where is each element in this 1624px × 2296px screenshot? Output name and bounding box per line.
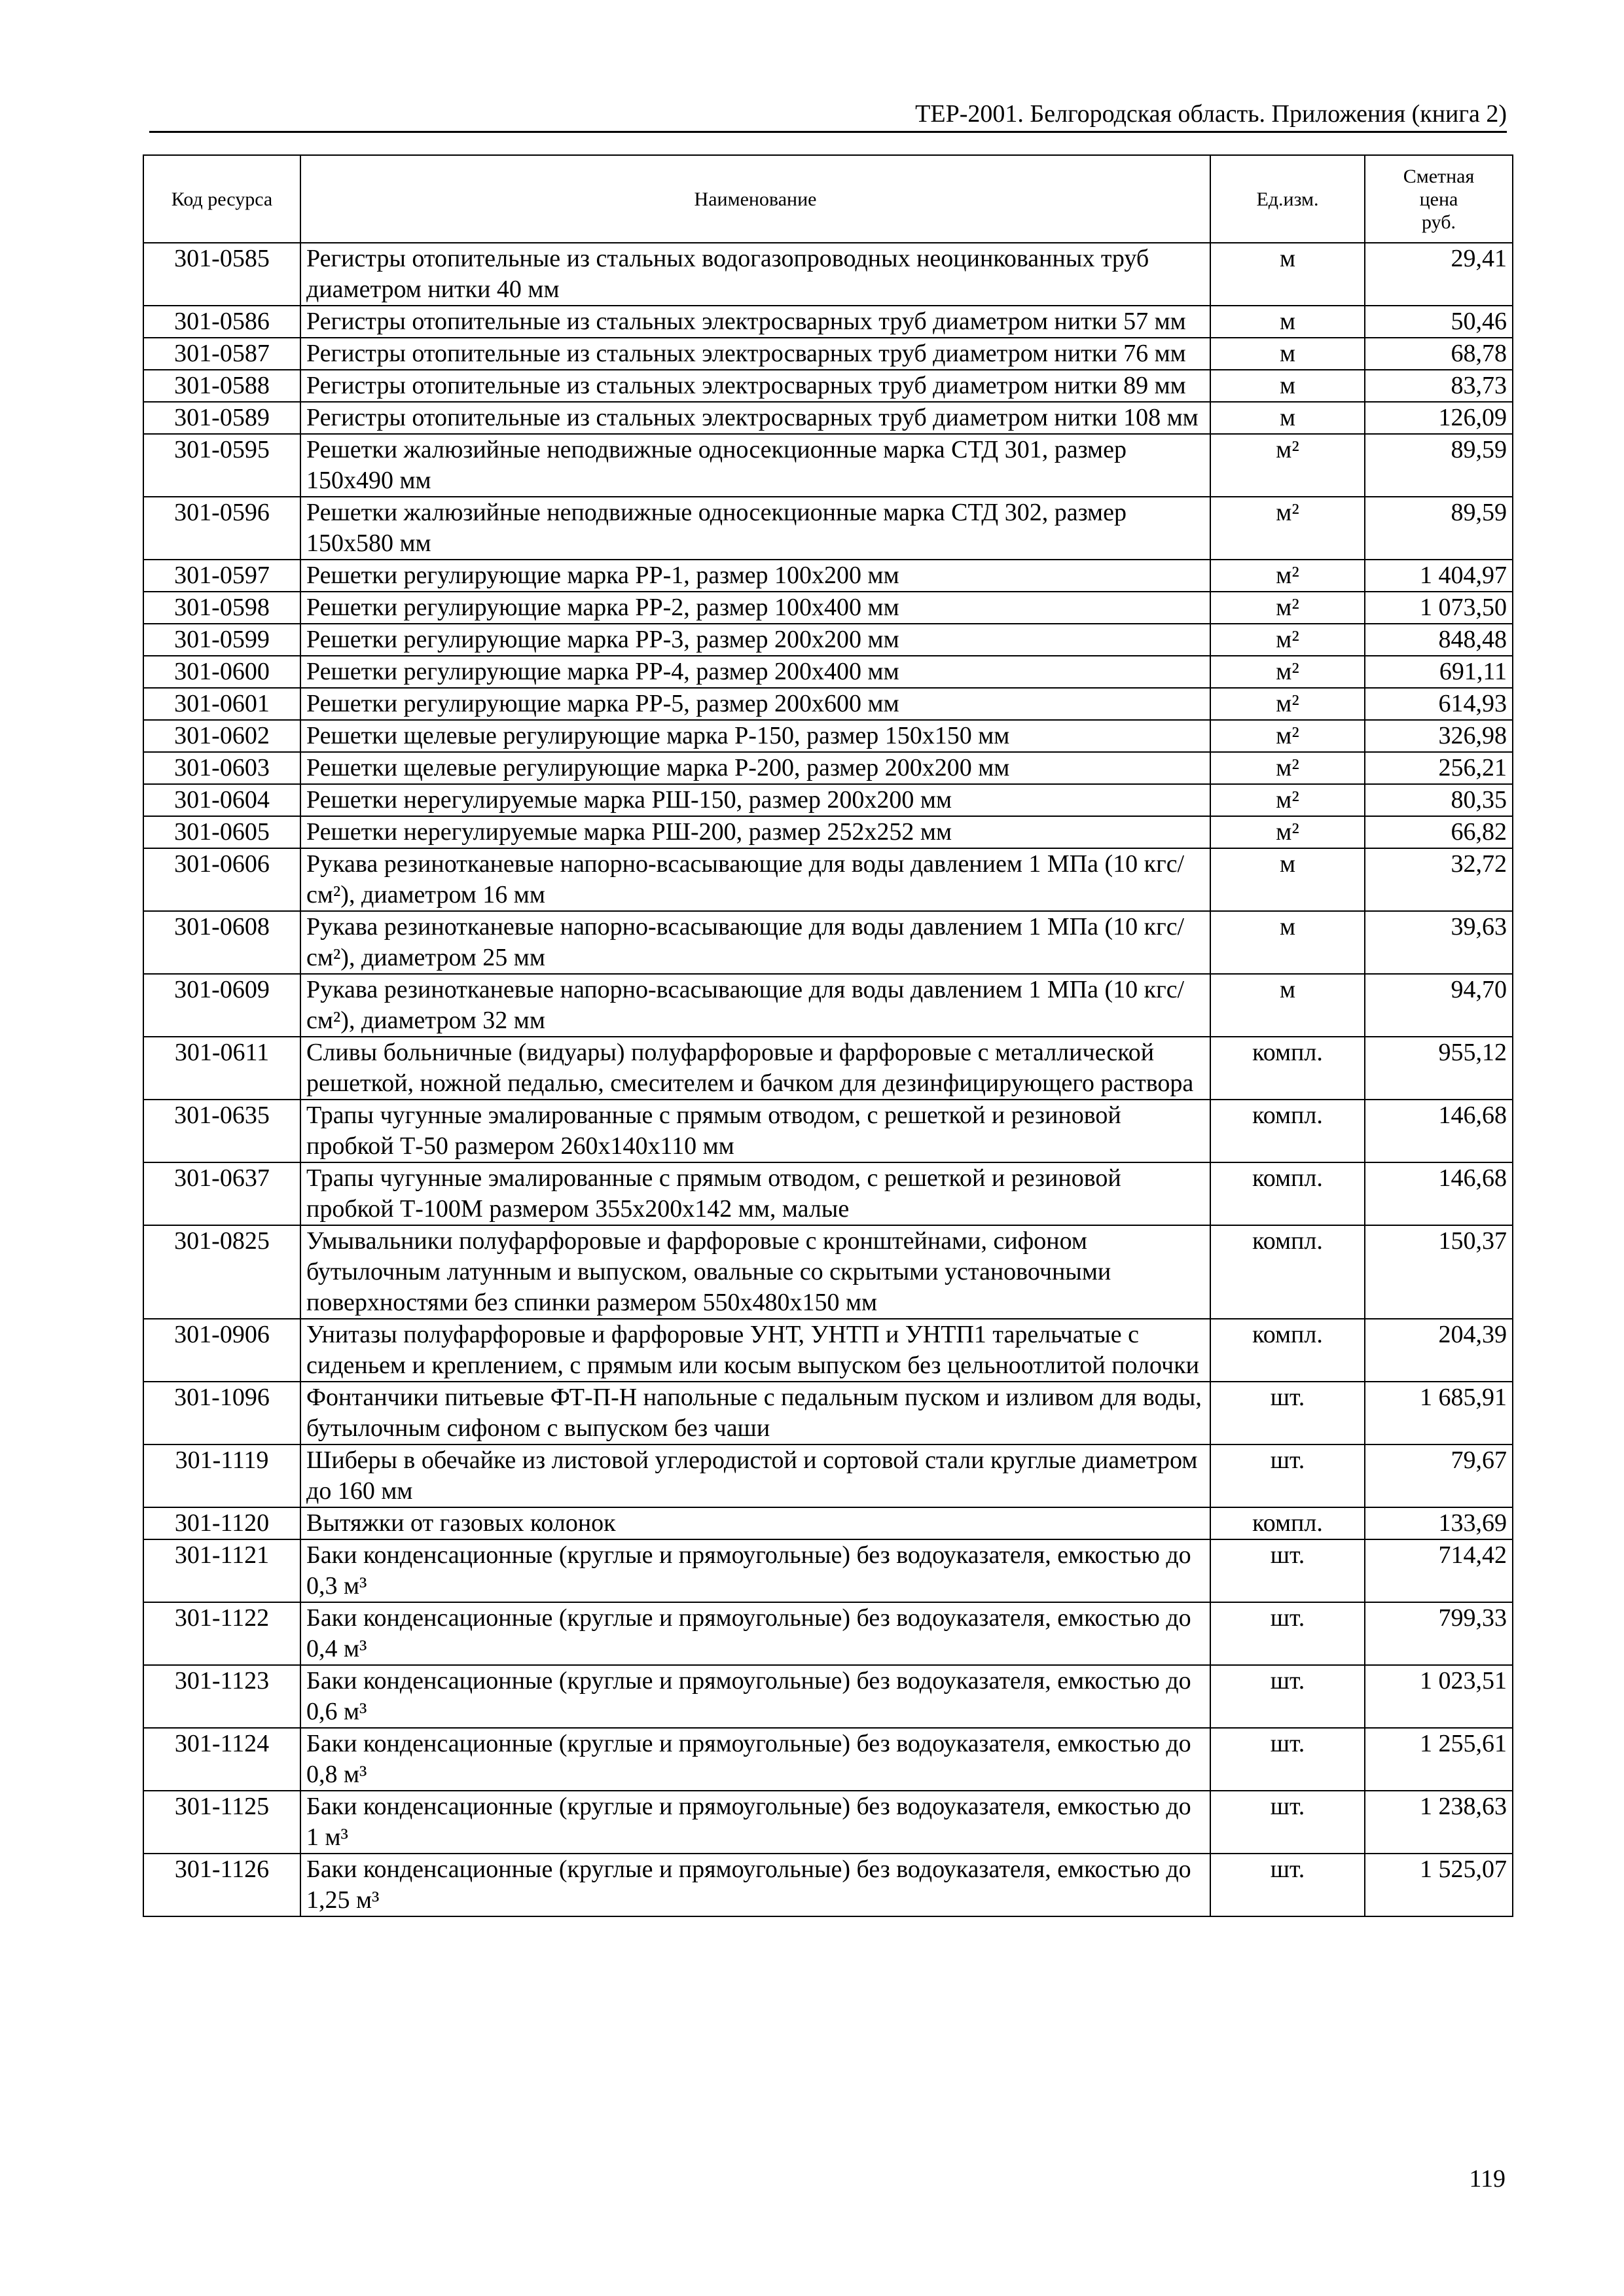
cell-unit: шт.: [1210, 1854, 1365, 1916]
cell-name: Решетки регулирующие марка РР-5, размер 200x600 мм: [300, 688, 1210, 720]
cell-name: Баки конденсационные (круглые и прямоугольные) без водоуказателя, емкостью до 1,25 м³: [300, 1854, 1210, 1916]
cell-unit: компл.: [1210, 1100, 1365, 1162]
cell-code: 301-0602: [143, 720, 300, 752]
cell-unit: м: [1210, 243, 1365, 306]
cell-code: 301-0587: [143, 338, 300, 370]
table-row: [143, 1665, 1513, 1728]
cell-price: 80,35: [1365, 784, 1513, 816]
cell-unit: м: [1210, 338, 1365, 370]
table-row: [143, 370, 1513, 402]
cell-name: Трапы чугунные эмалированные с прямым отводом, с решеткой и резиновой пробкой Т-50 размером 260x140x110 мм: [300, 1100, 1210, 1162]
cell-name: Решетки щелевые регулирующие марка Р-150, размер 150x150 мм: [300, 720, 1210, 752]
cell-code: 301-0637: [143, 1162, 300, 1225]
cell-price: 256,21: [1365, 752, 1513, 784]
cell-code: 301-0585: [143, 243, 300, 306]
table-row: [143, 624, 1513, 656]
cell-price: 1 525,07: [1365, 1854, 1513, 1916]
cell-unit: шт.: [1210, 1665, 1365, 1728]
cell-name: Решетки нерегулируемые марка РШ-150, размер 200x200 мм: [300, 784, 1210, 816]
cell-price: 66,82: [1365, 816, 1513, 848]
cell-code: 301-0906: [143, 1319, 300, 1382]
cell-unit: шт.: [1210, 1728, 1365, 1791]
cell-unit: шт.: [1210, 1382, 1365, 1444]
cell-code: 301-0609: [143, 974, 300, 1037]
cell-price: 83,73: [1365, 370, 1513, 402]
cell-code: 301-0588: [143, 370, 300, 402]
table-row: [143, 656, 1513, 688]
cell-name: Рукава резинотканевые напорно-всасывающие для воды давлением 1 МПа (10 кгс/см²), диаметром 16 мм: [300, 848, 1210, 911]
column-header-price-line1: Сметная: [1403, 165, 1475, 187]
cell-unit: компл.: [1210, 1225, 1365, 1319]
cell-code: 301-0596: [143, 497, 300, 560]
cell-unit: м²: [1210, 688, 1365, 720]
cell-price: 955,12: [1365, 1037, 1513, 1100]
cell-name: Рукава резинотканевые напорно-всасывающие для воды давлением 1 МПа (10 кгс/см²), диаметром 25 мм: [300, 911, 1210, 974]
cell-code: 301-0595: [143, 434, 300, 497]
cell-name: Баки конденсационные (круглые и прямоугольные) без водоуказателя, емкостью до 0,8 м³: [300, 1728, 1210, 1791]
cell-price: 1 073,50: [1365, 592, 1513, 624]
cell-unit: м: [1210, 974, 1365, 1037]
table-row: [143, 1037, 1513, 1100]
cell-price: 94,70: [1365, 974, 1513, 1037]
cell-code: 301-0586: [143, 306, 300, 338]
cell-unit: м²: [1210, 720, 1365, 752]
cell-unit: м²: [1210, 784, 1365, 816]
table-row: [143, 1507, 1513, 1539]
cell-name: Решетки жалюзийные неподвижные односекционные марка СТД 302, размер 150x580 мм: [300, 497, 1210, 560]
table-row: [143, 1100, 1513, 1162]
cell-price: 29,41: [1365, 243, 1513, 306]
cell-price: 1 255,61: [1365, 1728, 1513, 1791]
cell-price: 50,46: [1365, 306, 1513, 338]
cell-unit: м²: [1210, 816, 1365, 848]
cell-name: Баки конденсационные (круглые и прямоугольные) без водоуказателя, емкостью до 0,4 м³: [300, 1602, 1210, 1665]
cell-code: 301-1120: [143, 1507, 300, 1539]
cell-code: 301-0597: [143, 560, 300, 592]
cell-code: 301-0611: [143, 1037, 300, 1100]
cell-name: Решетки щелевые регулирующие марка Р-200, размер 200x200 мм: [300, 752, 1210, 784]
cell-code: 301-0589: [143, 402, 300, 434]
table-row: [143, 306, 1513, 338]
column-header-unit: Ед.изм.: [1210, 155, 1365, 243]
table-row: [143, 688, 1513, 720]
cell-unit: м²: [1210, 592, 1365, 624]
cell-unit: м: [1210, 306, 1365, 338]
cell-name: Регистры отопительные из стальных электросварных труб диаметром нитки 76 мм: [300, 338, 1210, 370]
cell-price: 146,68: [1365, 1100, 1513, 1162]
cell-code: 301-0606: [143, 848, 300, 911]
cell-unit: м²: [1210, 656, 1365, 688]
cell-name: Решетки жалюзийные неподвижные односекционные марка СТД 301, размер 150x490 мм: [300, 434, 1210, 497]
cell-name: Рукава резинотканевые напорно-всасывающие для воды давлением 1 МПа (10 кгс/см²), диаметром 32 мм: [300, 974, 1210, 1037]
column-header-price-line3: руб.: [1422, 211, 1456, 233]
cell-price: 89,59: [1365, 497, 1513, 560]
cell-unit: шт.: [1210, 1791, 1365, 1854]
cell-price: 89,59: [1365, 434, 1513, 497]
cell-name: Решетки нерегулируемые марка РШ-200, размер 252x252 мм: [300, 816, 1210, 848]
table-row: [143, 243, 1513, 306]
cell-price: 133,69: [1365, 1507, 1513, 1539]
cell-name: Баки конденсационные (круглые и прямоугольные) без водоуказателя, емкостью до 0,3 м³: [300, 1539, 1210, 1602]
cell-name: Регистры отопительные из стальных водогазопроводных неоцинкованных труб диаметром нитки 40 мм: [300, 243, 1210, 306]
table-row: [143, 560, 1513, 592]
cell-name: Умывальники полуфарфоровые и фарфоровые с кронштейнами, сифоном бутылочным латунным и выпуском, овальные со скрытыми установочными поверхностями без спинки размером 550x480x150 мм: [300, 1225, 1210, 1319]
cell-code: 301-0599: [143, 624, 300, 656]
column-header-price: [1365, 155, 1513, 243]
page-number: 119: [1469, 2165, 1506, 2193]
cell-price: 146,68: [1365, 1162, 1513, 1225]
cell-unit: м: [1210, 370, 1365, 402]
cell-unit: м²: [1210, 497, 1365, 560]
cell-unit: м: [1210, 402, 1365, 434]
cell-unit: шт.: [1210, 1602, 1365, 1665]
table-row: [143, 1539, 1513, 1602]
table-row: [143, 974, 1513, 1037]
cell-unit: компл.: [1210, 1162, 1365, 1225]
running-header: ТЕР-2001. Белгородская область. Приложения (книга 2): [915, 100, 1507, 128]
cell-name: Решетки регулирующие марка РР-4, размер 200x400 мм: [300, 656, 1210, 688]
cell-code: 301-0603: [143, 752, 300, 784]
cell-name: Регистры отопительные из стальных электросварных труб диаметром нитки 108 мм: [300, 402, 1210, 434]
table-row: [143, 1791, 1513, 1854]
cell-price: 32,72: [1365, 848, 1513, 911]
cell-name: Трапы чугунные эмалированные с прямым отводом, с решеткой и резиновой пробкой Т-100М размером 355x200x142 мм, малые: [300, 1162, 1210, 1225]
cell-code: 301-1124: [143, 1728, 300, 1791]
cell-code: 301-0601: [143, 688, 300, 720]
cell-code: 301-0608: [143, 911, 300, 974]
table-row: [143, 848, 1513, 911]
table-row: [143, 1382, 1513, 1444]
cell-unit: м²: [1210, 560, 1365, 592]
cell-code: 301-1122: [143, 1602, 300, 1665]
table-row: [143, 592, 1513, 624]
cell-unit: шт.: [1210, 1539, 1365, 1602]
cell-unit: компл.: [1210, 1319, 1365, 1382]
table-row: [143, 911, 1513, 974]
cell-name: Сливы больничные (видуары) полуфарфоровые и фарфоровые с металлической решеткой, ножной педалью, смесителем и бачком для дезинфицирующего раствора: [300, 1037, 1210, 1100]
cell-price: 79,67: [1365, 1444, 1513, 1507]
cell-name: Баки конденсационные (круглые и прямоугольные) без водоуказателя, емкостью до 1 м³: [300, 1791, 1210, 1854]
cell-name: Фонтанчики питьевые ФТ-П-Н напольные с педальным пуском и изливом для воды, бутылочным сифоном с выпуском без чаши: [300, 1382, 1210, 1444]
table-row: [143, 720, 1513, 752]
cell-unit: компл.: [1210, 1037, 1365, 1100]
cell-name: Вытяжки от газовых колонок: [300, 1507, 1210, 1539]
cell-price: 848,48: [1365, 624, 1513, 656]
cell-price: 614,93: [1365, 688, 1513, 720]
column-header-code: Код ресурса: [143, 155, 300, 243]
cell-unit: м²: [1210, 624, 1365, 656]
cell-name: Регистры отопительные из стальных электросварных труб диаметром нитки 89 мм: [300, 370, 1210, 402]
cell-price: 1 404,97: [1365, 560, 1513, 592]
cell-unit: шт.: [1210, 1444, 1365, 1507]
cell-price: 326,98: [1365, 720, 1513, 752]
table-row: [143, 497, 1513, 560]
cell-price: 1 238,63: [1365, 1791, 1513, 1854]
cell-code: 301-0598: [143, 592, 300, 624]
cell-name: Регистры отопительные из стальных электросварных труб диаметром нитки 57 мм: [300, 306, 1210, 338]
cell-name: Решетки регулирующие марка РР-1, размер 100x200 мм: [300, 560, 1210, 592]
table-row: [143, 402, 1513, 434]
cell-code: 301-1126: [143, 1854, 300, 1916]
table-row: [143, 1444, 1513, 1507]
cell-name: Шиберы в обечайке из листовой углеродистой и сортовой стали круглые диаметром до 160 мм: [300, 1444, 1210, 1507]
cell-price: 39,63: [1365, 911, 1513, 974]
cell-price: 204,39: [1365, 1319, 1513, 1382]
cell-price: 799,33: [1365, 1602, 1513, 1665]
table-row: [143, 1162, 1513, 1225]
table-row: [143, 784, 1513, 816]
cell-code: 301-0635: [143, 1100, 300, 1162]
cell-code: 301-1121: [143, 1539, 300, 1602]
cell-code: 301-0604: [143, 784, 300, 816]
cell-code: 301-1123: [143, 1665, 300, 1728]
cell-unit: м²: [1210, 434, 1365, 497]
table-header-row: [143, 155, 1513, 243]
table-row: [143, 752, 1513, 784]
table-row: [143, 338, 1513, 370]
cell-unit: м²: [1210, 752, 1365, 784]
table-row: [143, 1225, 1513, 1319]
cell-name: Решетки регулирующие марка РР-3, размер 200x200 мм: [300, 624, 1210, 656]
cell-name: Унитазы полуфарфоровые и фарфоровые УНТ, УНТП и УНТП1 тарельчатые с сиденьем и креплением, с прямым или косым выпуском без цельноотлитой полочки: [300, 1319, 1210, 1382]
cell-unit: м: [1210, 848, 1365, 911]
table-row: [143, 434, 1513, 497]
table-row: [143, 816, 1513, 848]
cell-price: 150,37: [1365, 1225, 1513, 1319]
table-row: [143, 1602, 1513, 1665]
cell-unit: м: [1210, 911, 1365, 974]
cell-unit: компл.: [1210, 1507, 1365, 1539]
cell-code: 301-0825: [143, 1225, 300, 1319]
table-row: [143, 1854, 1513, 1916]
price-table: [143, 154, 1513, 1917]
cell-code: 301-1125: [143, 1791, 300, 1854]
cell-code: 301-1119: [143, 1444, 300, 1507]
table-row: [143, 1728, 1513, 1791]
header-divider: [149, 131, 1507, 133]
cell-price: 1 685,91: [1365, 1382, 1513, 1444]
column-header-price-line2: цена: [1419, 188, 1458, 210]
cell-code: 301-0600: [143, 656, 300, 688]
cell-code: 301-1096: [143, 1382, 300, 1444]
cell-price: 1 023,51: [1365, 1665, 1513, 1728]
cell-name: Решетки регулирующие марка РР-2, размер 100x400 мм: [300, 592, 1210, 624]
column-header-name: Наименование: [300, 155, 1210, 243]
cell-price: 126,09: [1365, 402, 1513, 434]
cell-price: 68,78: [1365, 338, 1513, 370]
cell-price: 714,42: [1365, 1539, 1513, 1602]
cell-code: 301-0605: [143, 816, 300, 848]
cell-name: Баки конденсационные (круглые и прямоугольные) без водоуказателя, емкостью до 0,6 м³: [300, 1665, 1210, 1728]
cell-price: 691,11: [1365, 656, 1513, 688]
table-row: [143, 1319, 1513, 1382]
